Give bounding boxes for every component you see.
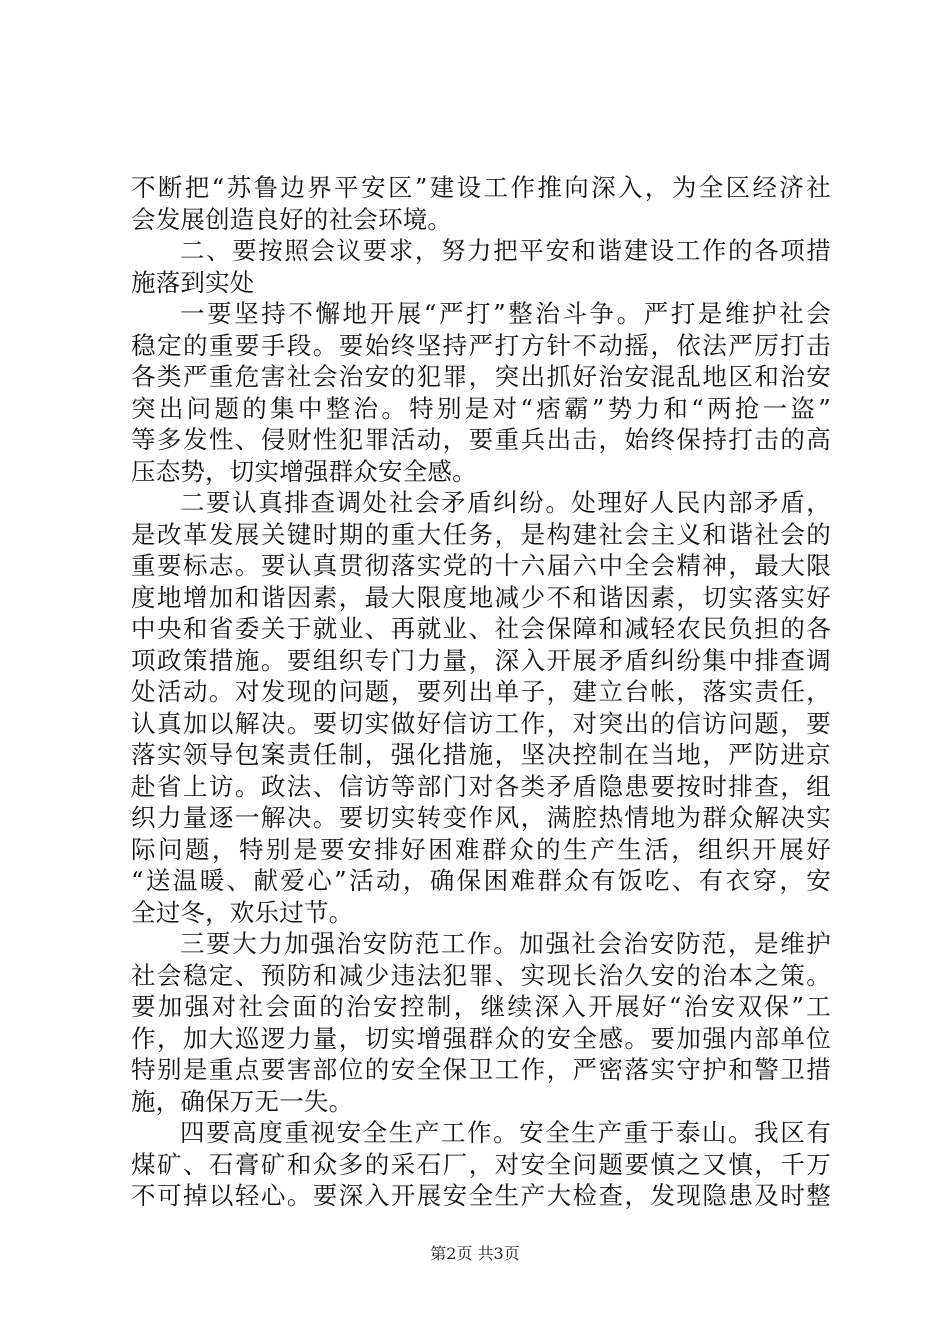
text-line: 稳定的重要手段。要始终坚持严打方针不动摇，依法严厉打击 bbox=[131, 330, 831, 360]
text-line: 度地增加和谐因素，最大限度地减少不和谐因素，切实落实好 bbox=[131, 582, 831, 612]
text-line: 中央和省委关于就业、再就业、社会保障和减轻农民负担的各 bbox=[131, 614, 831, 643]
section-heading: 二、要按照会议要求，努力把平安和谐建设工作的各项措 bbox=[180, 236, 831, 265]
body-text bbox=[131, 172, 831, 1212]
text-line: 认真加以解决。要切实做好信访工作，对突出的信访问题，要 bbox=[131, 708, 831, 738]
text-line: 全过冬，欢乐过节。 bbox=[131, 897, 354, 927]
text-line: “送温暖、献爱心”活动，确保困难群众有饭吃、有衣穿，安 bbox=[131, 866, 831, 895]
text-line: 一要坚持不懈地开展“严打”整治斗争。严打是维护社会 bbox=[180, 299, 831, 328]
text-line: 落实领导包案责任制，强化措施，坚决控制在当地，严防进京 bbox=[131, 740, 831, 769]
text-line: 织力量逐一解决。要切实转变作风，满腔热情地为群众解决实 bbox=[131, 803, 831, 832]
text-line: 赴省上访。政法、信访等部门对各类矛盾隐患要按时排查，组 bbox=[131, 771, 831, 801]
text-line: 四要高度重视安全生产工作。安全生产重于泰山。我区有 bbox=[180, 1118, 831, 1147]
text-line: 突出问题的集中整治。特别是对“痞霸”势力和“两抢一盗” bbox=[131, 393, 831, 423]
text-line: 作，加大巡逻力量，切实增强群众的安全感。要加强内部单位 bbox=[131, 1023, 831, 1053]
text-line: 会发展创造良好的社会环境。 bbox=[131, 204, 453, 234]
page-number: 第2页 共3页 bbox=[430, 1244, 520, 1263]
text-line: 各类严重危害社会治安的犯罪，突出抓好治安混乱地区和治安 bbox=[131, 362, 831, 391]
text-line: 三要大力加强治安防范工作。加强社会治安防范，是维护 bbox=[180, 929, 831, 958]
text-line: 际问题，特别是要安排好困难群众的生产生活，组织开展好 bbox=[131, 834, 831, 864]
text-line: 施，确保万无一失。 bbox=[131, 1086, 354, 1116]
text-line: 处活动。对发现的问题，要列出单子，建立台帐，落实责任， bbox=[131, 677, 831, 706]
section-heading: 施落到实处 bbox=[131, 267, 255, 297]
text-line: 项政策措施。要组织专门力量，深入开展矛盾纠纷集中排查调 bbox=[131, 645, 831, 675]
text-line: 重要标志。要认真贯彻落实党的十六届六中全会精神，最大限 bbox=[131, 551, 831, 580]
text-line: 压态势，切实增强群众安全感。 bbox=[131, 456, 477, 486]
text-line: 等多发性、侵财性犯罪活动，要重兵出击，始终保持打击的高 bbox=[131, 425, 831, 454]
text-line: 二要认真排查调处社会矛盾纠纷。处理好人民内部矛盾， bbox=[180, 488, 831, 517]
text-line: 煤矿、石膏矿和众多的采石厂，对安全问题要慎之又慎，千万 bbox=[131, 1149, 831, 1179]
text-line: 不可掉以轻心。要深入开展安全生产大检查，发现隐患及时整 bbox=[131, 1181, 831, 1210]
text-line: 不断把“苏鲁边界平安区”建设工作推向深入，为全区经济社 bbox=[131, 173, 831, 202]
text-line: 社会稳定、预防和减少违法犯罪、实现长治久安的治本之策。 bbox=[131, 960, 831, 990]
text-line: 是改革发展关键时期的重大任务，是构建社会主义和谐社会的 bbox=[131, 519, 831, 549]
text-line: 要加强对社会面的治安控制，继续深入开展好“治安双保”工 bbox=[131, 992, 831, 1021]
text-line: 特别是重点要害部位的安全保卫工作，严密落实守护和警卫措 bbox=[131, 1055, 831, 1084]
